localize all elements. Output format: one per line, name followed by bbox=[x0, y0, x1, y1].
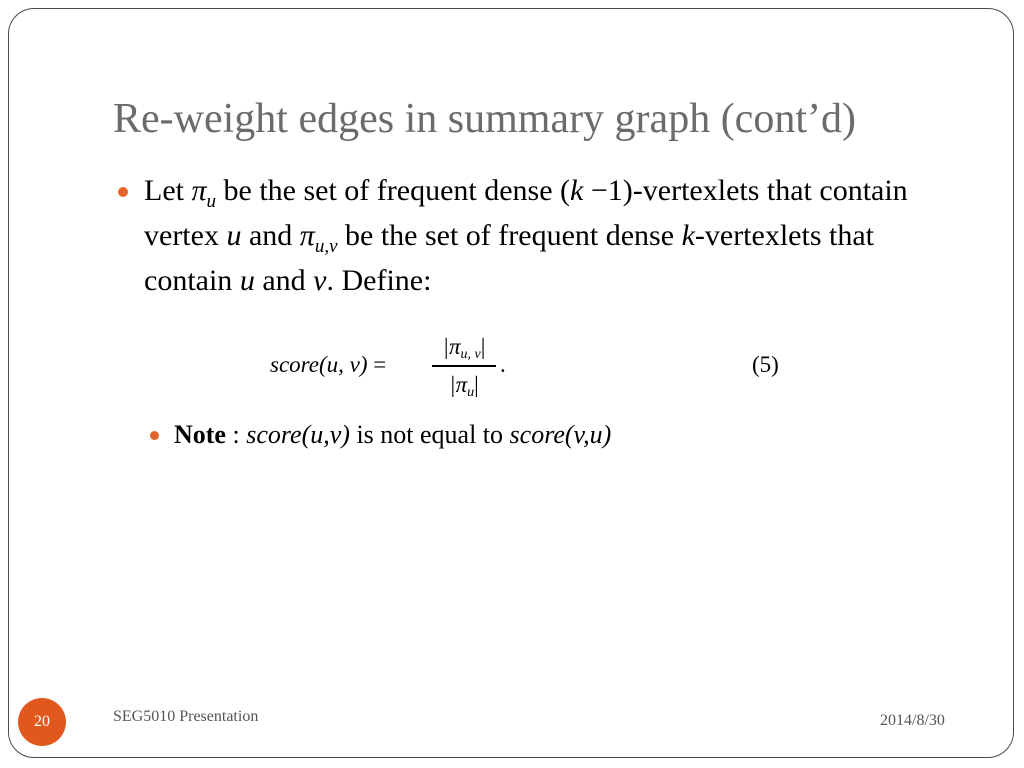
bullet-dot-icon bbox=[150, 431, 159, 440]
fraction-bar bbox=[432, 365, 496, 367]
den-pi: |π bbox=[449, 371, 468, 397]
equation-function: score bbox=[270, 352, 319, 377]
equation-lhs bbox=[270, 352, 386, 378]
var-k: k bbox=[681, 219, 695, 252]
note-middle: is not equal to bbox=[349, 420, 510, 449]
var-v: v bbox=[313, 264, 327, 297]
note-text bbox=[174, 420, 611, 449]
num-close: | bbox=[480, 334, 486, 359]
equation-period: . bbox=[500, 352, 506, 377]
equation-number: (5) bbox=[752, 352, 779, 377]
bullet-text bbox=[144, 168, 918, 303]
text-run: −1)-vertexlets that contain vertex bbox=[144, 174, 908, 252]
text-run: and bbox=[241, 219, 300, 252]
main-bullet bbox=[118, 168, 918, 303]
den-close: | bbox=[474, 371, 479, 397]
pi-symbol: π bbox=[299, 219, 315, 252]
fraction bbox=[432, 332, 496, 400]
text-run: be the set of frequent dense bbox=[337, 219, 682, 252]
den-subscript: u bbox=[467, 384, 475, 400]
pi-symbol: π bbox=[191, 174, 207, 207]
var-k: k bbox=[570, 174, 584, 207]
note-separator: : bbox=[225, 420, 247, 449]
num-subscript: u, v bbox=[460, 347, 481, 362]
slide-number-badge: 20 bbox=[18, 698, 66, 746]
footer-date: 2014/8/30 bbox=[880, 712, 945, 729]
note-bullet bbox=[150, 416, 611, 454]
equation-args: (u, v) bbox=[318, 352, 368, 377]
slide-title: Re-weight edges in summary graph (cont’d) bbox=[113, 96, 856, 142]
var-u: u bbox=[226, 219, 242, 252]
footer-presentation: SEG5010 Presentation bbox=[113, 708, 259, 725]
text-run: Let bbox=[144, 174, 192, 207]
equals-sign: = bbox=[373, 352, 387, 377]
text-run: -vertexlets that contain bbox=[144, 219, 874, 297]
text-run: and bbox=[254, 264, 314, 297]
text-run: be the set of frequent dense ( bbox=[216, 174, 571, 207]
note-label: Note bbox=[174, 420, 226, 449]
num-pi: |π bbox=[442, 334, 461, 359]
subscript-u: u bbox=[206, 191, 217, 212]
fraction-denominator bbox=[432, 370, 496, 400]
fraction-numerator bbox=[432, 332, 496, 362]
bullet-dot-icon bbox=[118, 187, 128, 197]
text-run: . Define: bbox=[326, 264, 432, 297]
note-expr-1: score(u,v) bbox=[246, 420, 350, 449]
var-u: u bbox=[239, 264, 255, 297]
score-equation bbox=[270, 332, 790, 404]
subscript-uv: u,v bbox=[314, 236, 338, 257]
note-expr-2: score(v,u) bbox=[509, 420, 612, 449]
